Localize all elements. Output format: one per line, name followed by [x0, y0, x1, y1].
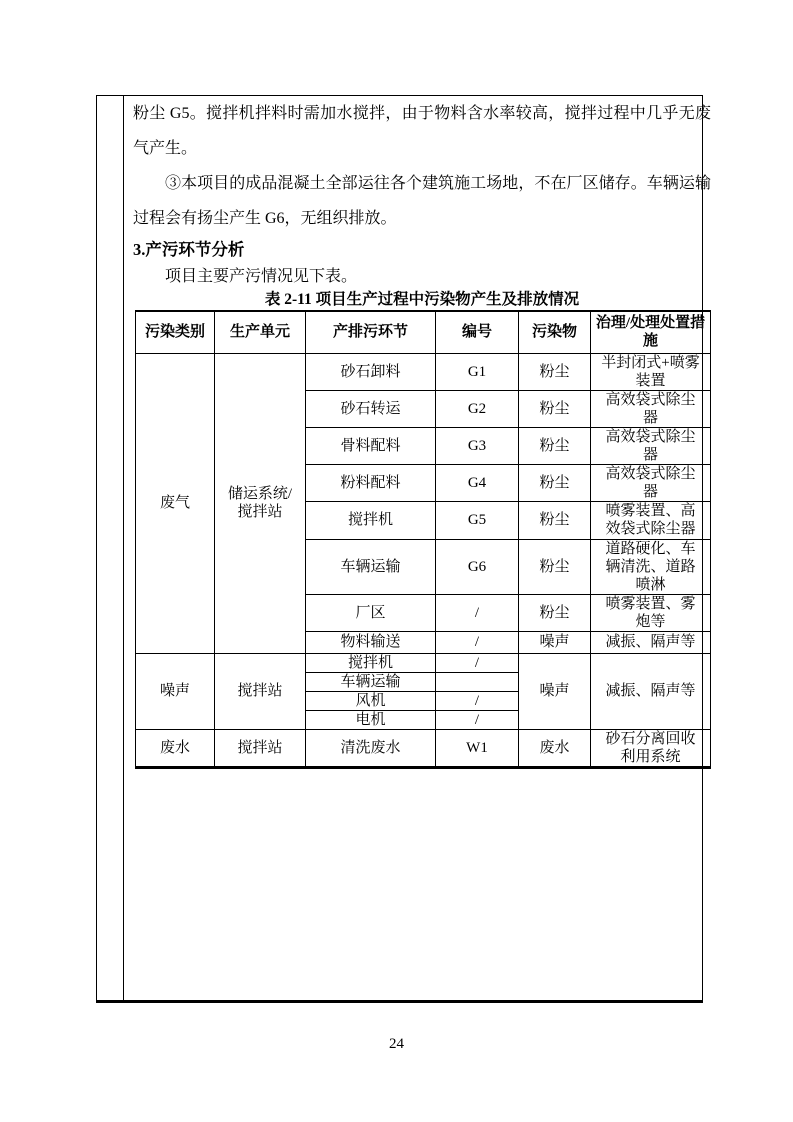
body-paragraph-1: 粉尘 G5。搅拌机拌料时需加水搅拌，由于物料含水率较高，搅拌过程中几乎无废气产生。	[133, 105, 711, 157]
cell-process: 车辆运输	[306, 672, 436, 691]
cell-id: /	[436, 691, 519, 710]
cell-process: 砂石转运	[306, 390, 436, 427]
header-category: 污染类别	[136, 311, 215, 353]
cell-process: 车辆运输	[306, 539, 436, 594]
cell-process: 清洗废水	[306, 729, 436, 767]
cell-id: G6	[436, 539, 519, 594]
cell-measure: 减振、隔声等	[591, 631, 711, 653]
cell-pollutant: 粉尘	[519, 539, 591, 594]
page-number: 24	[389, 1036, 404, 1052]
cell-id: /	[436, 631, 519, 653]
cell-id: G5	[436, 501, 519, 539]
cell-measure: 高效袋式除尘器	[591, 427, 711, 464]
cell-process: 物料输送	[306, 631, 436, 653]
header-pollutant: 污染物	[519, 311, 591, 353]
cell-measure: 砂石分离回收利用系统	[591, 729, 711, 767]
cell-id: G2	[436, 390, 519, 427]
body-paragraph-3: 项目主要产污情况见下表。	[165, 268, 358, 285]
cell-pollutant: 噪声	[519, 631, 591, 653]
cell-category-noise: 噪声	[136, 653, 215, 729]
cell-unit-noise: 搅拌站	[215, 653, 306, 729]
cell-process: 搅拌机	[306, 653, 436, 672]
cell-pollutant: 粉尘	[519, 501, 591, 539]
cell-pollutant: 粉尘	[519, 464, 591, 501]
frame-content	[124, 96, 717, 1000]
cell-id: W1	[436, 729, 519, 767]
cell-unit-waste-water: 搅拌站	[215, 729, 306, 767]
cell-measure: 喷雾装置、雾炮等	[591, 594, 711, 631]
cell-measure-noise: 减振、隔声等	[591, 653, 711, 729]
cell-id: G3	[436, 427, 519, 464]
table-row	[136, 653, 711, 672]
header-id: 编号	[436, 311, 519, 353]
cell-id: /	[436, 710, 519, 729]
cell-unit-waste-gas: 储运系统/搅拌站	[215, 353, 306, 653]
header-unit: 生产单元	[215, 311, 306, 353]
cell-id: G4	[436, 464, 519, 501]
cell-id: G1	[436, 353, 519, 390]
cell-pollutant-noise: 噪声	[519, 653, 591, 729]
cell-id: /	[436, 594, 519, 631]
cell-pollutant: 粉尘	[519, 427, 591, 464]
cell-measure: 高效袋式除尘器	[591, 464, 711, 501]
cell-pollutant: 粉尘	[519, 594, 591, 631]
table-title: 表 2-11 项目生产过程中污染物产生及排放情况	[264, 291, 580, 308]
cell-process: 风机	[306, 691, 436, 710]
cell-process: 骨料配料	[306, 427, 436, 464]
table-row	[136, 729, 711, 767]
frame-side-column	[97, 96, 124, 1000]
header-measure: 治理/处理处置措施	[591, 311, 711, 353]
cell-id: /	[436, 653, 519, 672]
cell-process: 电机	[306, 710, 436, 729]
table-row	[136, 353, 711, 390]
cell-process: 砂石卸料	[306, 353, 436, 390]
cell-measure: 道路硬化、车辆清洗、道路喷淋	[591, 539, 711, 594]
cell-id	[436, 672, 519, 691]
cell-process: 厂区	[306, 594, 436, 631]
cell-pollutant: 粉尘	[519, 390, 591, 427]
page-frame	[96, 95, 711, 1003]
body-paragraph-2: ③本项目的成品混凝土全部运往各个建筑施工场地，不在厂区储存。车辆运输过程会有扬尘产生 G6，无组织排放。	[133, 175, 711, 227]
cell-process: 粉料配料	[306, 464, 436, 501]
table-header-row	[136, 311, 711, 353]
cell-category-waste-water: 废水	[136, 729, 215, 767]
pollution-table	[135, 310, 711, 769]
cell-process: 搅拌机	[306, 501, 436, 539]
section-heading: 3.产污环节分析	[133, 240, 245, 259]
cell-measure: 喷雾装置、高效袋式除尘器	[591, 501, 711, 539]
cell-measure: 半封闭式+喷雾装置	[591, 353, 711, 390]
cell-pollutant: 废水	[519, 729, 591, 767]
cell-measure: 高效袋式除尘器	[591, 390, 711, 427]
cell-category-waste-gas: 废气	[136, 353, 215, 653]
header-process: 产排污环节	[306, 311, 436, 353]
cell-pollutant: 粉尘	[519, 353, 591, 390]
